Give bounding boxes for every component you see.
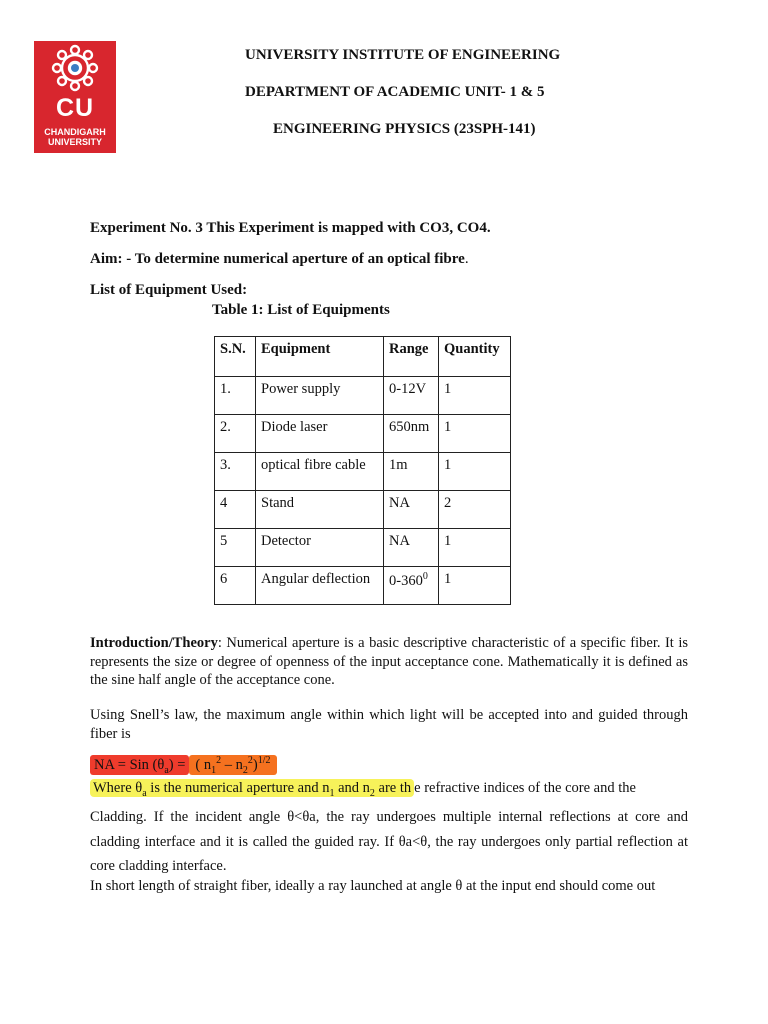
table-header-cell: Equipment [256,337,384,377]
where-a: Where θ [93,780,143,796]
aim-line [90,251,469,268]
table-cell: Stand [256,491,384,529]
table-row [215,567,511,605]
table-cell: 1m [384,453,439,491]
theory-text: : Numerical aperture is a basic descriptive characteristic of a specific fiber. It is represents the size or degree of openness of the input acceptance cone. Mathematically it is defined as the sine half angle of the acceptance cone. [90,635,688,688]
table-cell: optical fibre cable [256,453,384,491]
theory-label: Introduction/Theory [90,635,218,651]
formula-right [189,755,276,775]
table-header-cell: Quantity [439,337,511,377]
formula-open: ( n [195,756,212,773]
table-cell: 4 [215,491,256,529]
table-cell: 1 [439,415,511,453]
table-cell: 1 [439,529,511,567]
snell-paragraph: Using Snell’s law, the maximum angle within which light will be accepted into and guided through fiber is [90,707,688,742]
formula-sq2: 2 [247,755,253,766]
cladding-paragraph: Cladding. If the incident angle θ<θa, the ray undergoes multiple internal reflections at core and cladding interface and it is called the guided ray. If θa<θ, the ray undergoes only partial reflection at core cladding interface. [90,809,688,874]
table-cell: 2. [215,415,256,453]
table-header-row [215,337,511,377]
table-caption: Table 1: List of Equipments [212,302,390,318]
where-a-sub: a [142,787,147,799]
table-cell: 0-12V [384,377,439,415]
where-d-sub: 2 [369,787,375,799]
formula-exp: 1/2 [257,755,271,766]
where-c-sub: 1 [329,787,335,799]
aim-end: . [464,251,469,267]
equipment-heading: List of Equipment Used: [90,282,248,298]
table-header-cell: S.N. [215,337,256,377]
logo-name-line2: UNIVERSITY [47,137,102,147]
range-value: 0-360 [389,572,423,589]
where-b: is the [146,780,185,796]
table-cell: NA [384,529,439,567]
formula-n1-sub: 1 [211,764,217,776]
table-row [215,491,511,529]
table-cell: Angular deflection [256,567,384,605]
table-cell: 3. [215,453,256,491]
table-cell: 1 [439,453,511,491]
where-d: and n [334,780,370,796]
logo-university-name [34,127,116,147]
short-length-paragraph: In short length of straight fiber, ideally a ray launched at angle θ at the input end should come out [90,878,656,894]
course-title: ENGINEERING PHYSICS (23SPH-141) [273,121,536,137]
where-line [90,780,636,799]
university-logo [34,41,116,153]
experiment-number: Experiment No. 3 This Experiment is mapped with CO3, CO4. [90,220,491,236]
formula-left [90,755,189,775]
table-cell: 1 [439,567,511,605]
where-f: e refractive indices of the core and the [414,780,636,796]
equipment-table [214,336,511,605]
aim-text: Aim: - To determine numerical aperture of an optical fibre [90,251,465,267]
table-header-cell: Range [384,337,439,377]
table-cell: Detector [256,529,384,567]
formula-sub: a [164,764,169,776]
where-highlight [90,779,414,797]
table-cell: 1 [439,377,511,415]
table-cell: 2 [439,491,511,529]
department-title: DEPARTMENT OF ACADEMIC UNIT- 1 & 5 [245,84,545,100]
na-formula [90,755,277,776]
where-c: numerical aperture and n [184,780,330,796]
table-cell: NA [384,491,439,529]
table-cell: Diode laser [256,415,384,453]
table-cell: Power supply [256,377,384,415]
chandigarh-university-emblem-icon [34,41,116,97]
formula-n2-sub: 2 [242,764,248,776]
where-e: are th [374,780,412,796]
table-row [215,377,511,415]
logo-name-line1: CHANDIGARH [44,127,106,137]
table-cell: 6 [215,567,256,605]
formula-close: ) [252,756,258,773]
table-cell: 1. [215,377,256,415]
table-row [215,415,511,453]
logo-brand-text: CU [55,94,95,122]
formula-sq1: 2 [216,755,222,766]
table-cell [384,567,439,605]
table-row [215,529,511,567]
theory-paragraph [90,634,688,690]
formula-minus: – n [221,756,243,773]
table-cell: 5 [215,529,256,567]
formula-mid: ) = [168,756,186,773]
formula-left-text: NA = Sin (θ [94,756,165,773]
range-superscript: 0 [422,571,428,582]
table-cell: 650nm [384,415,439,453]
table-row [215,453,511,491]
institute-title: UNIVERSITY INSTITUTE OF ENGINEERING [245,47,561,63]
